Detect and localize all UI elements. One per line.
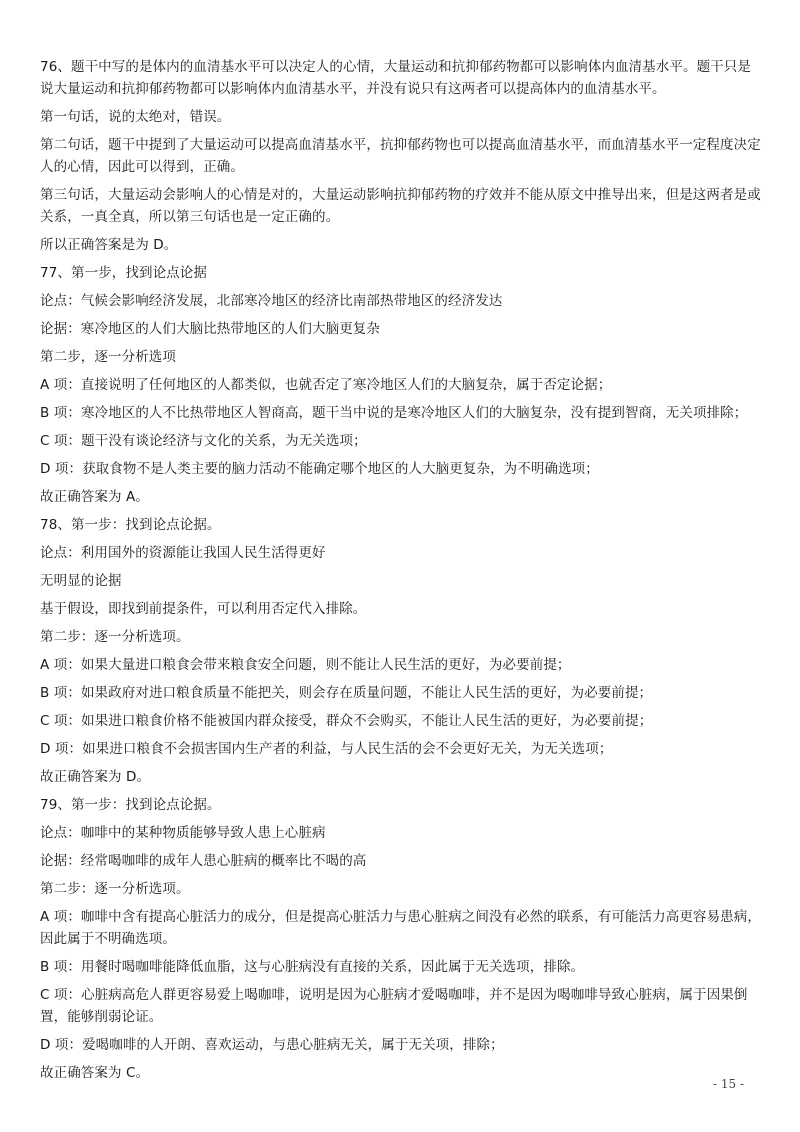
paragraph: 论据：寒冷地区的人们大脑比热带地区的人们大脑更复杂 bbox=[40, 321, 380, 337]
paragraph: 故正确答案为 D。 bbox=[40, 769, 151, 785]
paragraph: 论点：利用国外的资源能让我国人民生活得更好 bbox=[40, 545, 326, 561]
paragraph: 第二步：逐一分析选项。 bbox=[40, 881, 190, 897]
paragraph: 77、第一步，找到论点论据 bbox=[40, 265, 207, 281]
paragraph: 79、第一步：找到论点论据。 bbox=[40, 797, 221, 813]
paragraph: D 项：爱喝咖啡的人开朗、喜欢运动，与患心脏病无关，属于无关项，排除； bbox=[40, 1037, 504, 1053]
paragraph: 第三句话，大量运动会影响人的心情是对的，大量运动影响抗抑郁药物的疗效并不能从原文中推导出来，但是这两者是或关系，一真全真，所以第三句话也是一定正确的。 bbox=[40, 187, 761, 225]
paragraph-list bbox=[40, 56, 764, 1084]
paragraph: 论据：经常喝咖啡的成年人患心脏病的概率比不喝的高 bbox=[40, 853, 367, 869]
paragraph: C 项：心脏病高危人群更容易爱上喝咖啡，说明是因为心脏病才爱喝咖啡，并不是因为喝咖啡导致心脏病，属于因果倒置，能够削弱论证。 bbox=[40, 987, 748, 1025]
paragraph: 故正确答案为 A。 bbox=[40, 489, 149, 505]
paragraph: C 项：题干没有谈论经济与文化的关系，为无关选项； bbox=[40, 433, 367, 449]
paragraph: 论点：咖啡中的某种物质能够导致人患上心脏病 bbox=[40, 825, 326, 841]
page-number: - 15 - bbox=[712, 1077, 744, 1091]
paragraph: 78、第一步：找到论点论据。 bbox=[40, 517, 221, 533]
paragraph: 故正确答案为 C。 bbox=[40, 1065, 150, 1081]
paragraph: D 项：获取食物不是人类主要的脑力活动不能确定哪个地区的人大脑更复杂，为不明确选项； bbox=[40, 461, 599, 477]
paragraph: 76、题干中写的是体内的血清基水平可以决定人的心情，大量运动和抗抑郁药物都可以影响体内血清基水平。题干只是说大量运动和抗抑郁药物都可以影响体内血清基水平，并没有说只有这两者可以提高体内的血清基水平。 bbox=[40, 59, 751, 97]
paragraph: D 项：如果进口粮食不会损害国内生产者的利益，与人民生活的会不会更好无关，为无关选项； bbox=[40, 741, 613, 757]
paragraph: 第二句话，题干中提到了大量运动可以提高血清基水平，抗抑郁药物也可以提高血清基水平，而血清基水平一定程度决定人的心情，因此可以得到，正确。 bbox=[40, 137, 761, 175]
paragraph: B 项：寒冷地区的人不比热带地区人智商高，题干当中说的是寒冷地区人们的大脑复杂，没有提到智商，无关项排除； bbox=[40, 405, 748, 421]
paragraph: A 项：如果大量进口粮食会带来粮食安全问题，则不能让人民生活的更好，为必要前提； bbox=[40, 657, 571, 673]
paragraph: 所以正确答案是为 D。 bbox=[40, 237, 178, 253]
paragraph: 无明显的论据 bbox=[40, 573, 122, 589]
paragraph: 第二步，逐一分析选项 bbox=[40, 349, 176, 365]
paragraph: C 项：如果进口粮食价格不能被国内群众接受，群众不会购买，不能让人民生活的更好，为必要前提； bbox=[40, 713, 653, 729]
paragraph: A 项：咖啡中含有提高心脏活力的成分，但是提高心脏活力与患心脏病之间没有必然的联系，有可能活力高更容易患病，因此属于不明确选项。 bbox=[40, 909, 761, 947]
document-body bbox=[40, 56, 764, 1090]
paragraph: B 项：如果政府对进口粮食质量不能把关，则会存在质量问题，不能让人民生活的更好，为必要前提； bbox=[40, 685, 653, 701]
paragraph: 论点：气候会影响经济发展，北部寒冷地区的经济比南部热带地区的经济发达 bbox=[40, 293, 503, 309]
paragraph: 第二步：逐一分析选项。 bbox=[40, 629, 190, 645]
paragraph: A 项：直接说明了任何地区的人都类似，也就否定了寒冷地区人们的大脑复杂，属于否定论据； bbox=[40, 377, 612, 393]
paragraph: 基于假设，即找到前提条件，可以利用否定代入排除。 bbox=[40, 601, 367, 617]
paragraph: B 项：用餐时喝咖啡能降低血脂，这与心脏病没有直接的关系，因此属于无关选项，排除。 bbox=[40, 959, 585, 975]
paragraph: 第一句话，说的太绝对，错误。 bbox=[40, 109, 231, 125]
